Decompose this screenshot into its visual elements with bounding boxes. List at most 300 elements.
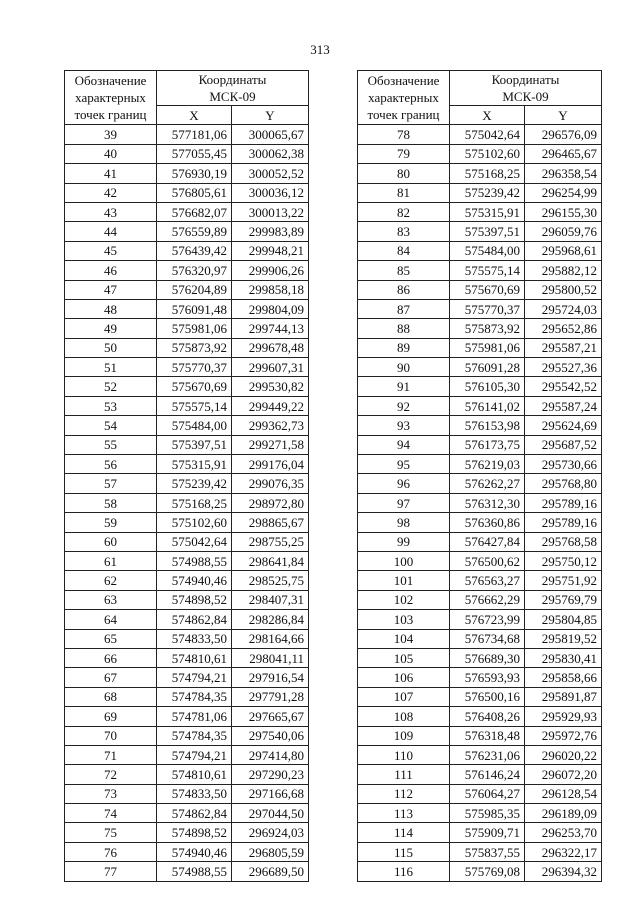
y-coordinate: 297044,50 — [232, 804, 309, 823]
table-row — [358, 183, 602, 202]
x-coordinate: 575168,25 — [157, 493, 232, 512]
table-row — [65, 648, 309, 667]
point-number: 51 — [65, 358, 157, 377]
y-coordinate: 299607,31 — [232, 358, 309, 377]
table-body-left — [65, 71, 309, 882]
y-coordinate: 298865,67 — [232, 513, 309, 532]
x-coordinate: 575042,64 — [157, 532, 232, 551]
y-coordinate: 295768,58 — [525, 532, 602, 551]
point-number: 60 — [65, 532, 157, 551]
point-number: 103 — [358, 610, 450, 629]
table-row — [65, 435, 309, 454]
table-row — [358, 629, 602, 648]
y-coordinate: 299362,73 — [232, 416, 309, 435]
table-row — [65, 551, 309, 570]
y-coordinate: 296358,54 — [525, 164, 602, 183]
point-number: 59 — [65, 513, 157, 532]
coordinates-table-left — [64, 70, 309, 882]
x-coordinate: 574988,55 — [157, 862, 232, 881]
table-row — [358, 571, 602, 590]
table-row — [65, 745, 309, 764]
x-coordinate: 575239,42 — [450, 183, 525, 202]
x-coordinate: 575168,25 — [450, 164, 525, 183]
point-number: 102 — [358, 590, 450, 609]
x-coordinate: 575873,92 — [450, 319, 525, 338]
point-number: 108 — [358, 707, 450, 726]
x-coordinate: 575315,91 — [157, 455, 232, 474]
coordinate-system: МСК-09 — [209, 89, 256, 104]
point-label-line3: точек границ — [367, 107, 440, 123]
table-row — [65, 144, 309, 163]
point-number: 70 — [65, 726, 157, 745]
x-coordinate: 575484,00 — [157, 416, 232, 435]
x-coordinate: 575397,51 — [157, 435, 232, 454]
y-coordinate: 295527,36 — [525, 358, 602, 377]
y-coordinate: 295804,85 — [525, 610, 602, 629]
x-coordinate: 576662,29 — [450, 590, 525, 609]
point-number: 75 — [65, 823, 157, 842]
point-number: 78 — [358, 125, 450, 144]
y-coordinate: 300036,12 — [232, 183, 309, 202]
y-coordinate: 299076,35 — [232, 474, 309, 493]
x-coordinate: 575769,08 — [450, 862, 525, 881]
y-coordinate: 295769,79 — [525, 590, 602, 609]
x-coordinate: 576500,62 — [450, 551, 525, 570]
table-row — [358, 396, 602, 415]
point-number: 45 — [65, 241, 157, 260]
point-number: 106 — [358, 668, 450, 687]
y-coordinate: 295542,52 — [525, 377, 602, 396]
table-row — [65, 202, 309, 221]
coordinates-header — [450, 71, 602, 106]
table-row — [65, 377, 309, 396]
x-coordinate: 576318,48 — [450, 726, 525, 745]
point-number: 98 — [358, 513, 450, 532]
x-coordinate: 576734,68 — [450, 629, 525, 648]
table-row — [65, 532, 309, 551]
table-row — [358, 862, 602, 881]
table-row — [358, 610, 602, 629]
coordinates-table-right — [357, 70, 602, 882]
y-coordinate: 295751,92 — [525, 571, 602, 590]
table-row — [65, 416, 309, 435]
point-number: 68 — [65, 687, 157, 706]
point-label-line2: характерных — [75, 90, 146, 106]
point-number: 66 — [65, 648, 157, 667]
y-coordinate: 296465,67 — [525, 144, 602, 163]
table-row — [358, 319, 602, 338]
y-coordinate: 300052,52 — [232, 164, 309, 183]
point-number: 46 — [65, 261, 157, 280]
x-coordinate: 576930,19 — [157, 164, 232, 183]
point-label-header — [65, 71, 157, 125]
point-number: 82 — [358, 202, 450, 221]
table-row — [65, 164, 309, 183]
y-coordinate: 296394,32 — [525, 862, 602, 881]
x-coordinate: 575484,00 — [450, 241, 525, 260]
table-row — [358, 532, 602, 551]
table-row — [358, 455, 602, 474]
x-coordinate: 574794,21 — [157, 668, 232, 687]
x-coordinate: 574862,84 — [157, 610, 232, 629]
point-number: 48 — [65, 299, 157, 318]
table-row — [65, 610, 309, 629]
y-coordinate: 295768,80 — [525, 474, 602, 493]
table-row — [358, 590, 602, 609]
x-coordinate: 576563,27 — [450, 571, 525, 590]
point-number: 90 — [358, 358, 450, 377]
table-row — [65, 765, 309, 784]
point-number: 67 — [65, 668, 157, 687]
point-label-line2: характерных — [368, 90, 439, 106]
table-row — [358, 202, 602, 221]
table-row — [65, 668, 309, 687]
y-coordinate: 299804,09 — [232, 299, 309, 318]
x-coordinate: 574988,55 — [157, 551, 232, 570]
x-coordinate: 574940,46 — [157, 842, 232, 861]
table-row — [358, 222, 602, 241]
y-coordinate: 295819,52 — [525, 629, 602, 648]
x-coordinate: 576559,89 — [157, 222, 232, 241]
x-coordinate: 574794,21 — [157, 745, 232, 764]
y-coordinate: 295891,87 — [525, 687, 602, 706]
y-coordinate: 298164,66 — [232, 629, 309, 648]
table-row — [358, 416, 602, 435]
y-coordinate: 299271,58 — [232, 435, 309, 454]
y-coordinate: 296322,17 — [525, 842, 602, 861]
x-coordinate: 575397,51 — [450, 222, 525, 241]
y-coordinate: 297916,54 — [232, 668, 309, 687]
point-number: 49 — [65, 319, 157, 338]
coordinates-title: Координаты — [198, 72, 267, 87]
x-coordinate: 575315,91 — [450, 202, 525, 221]
table-row — [358, 823, 602, 842]
point-number: 76 — [65, 842, 157, 861]
point-number: 55 — [65, 435, 157, 454]
point-number: 85 — [358, 261, 450, 280]
y-coordinate: 299678,48 — [232, 338, 309, 357]
point-number: 52 — [65, 377, 157, 396]
x-coordinate: 575575,14 — [157, 396, 232, 415]
point-number: 101 — [358, 571, 450, 590]
y-coordinate: 299983,89 — [232, 222, 309, 241]
y-coordinate: 296254,99 — [525, 183, 602, 202]
table-row — [358, 765, 602, 784]
table-row — [65, 338, 309, 357]
x-coordinate: 574781,06 — [157, 707, 232, 726]
table-row — [65, 125, 309, 144]
point-number: 61 — [65, 551, 157, 570]
table-row — [358, 726, 602, 745]
y-coordinate: 300013,22 — [232, 202, 309, 221]
y-coordinate: 299948,21 — [232, 241, 309, 260]
y-coordinate: 295730,66 — [525, 455, 602, 474]
x-coordinate: 576141,02 — [450, 396, 525, 415]
y-coordinate: 296072,20 — [525, 765, 602, 784]
y-coordinate: 298041,11 — [232, 648, 309, 667]
y-coordinate: 299176,04 — [232, 455, 309, 474]
x-coordinate: 576723,99 — [450, 610, 525, 629]
table-row — [358, 338, 602, 357]
y-coordinate: 300065,67 — [232, 125, 309, 144]
x-coordinate: 574833,50 — [157, 784, 232, 803]
y-coordinate: 296253,70 — [525, 823, 602, 842]
y-coordinate: 295624,69 — [525, 416, 602, 435]
x-coordinate: 574810,61 — [157, 648, 232, 667]
y-coordinate: 297166,68 — [232, 784, 309, 803]
point-number: 74 — [65, 804, 157, 823]
point-number: 94 — [358, 435, 450, 454]
x-coordinate: 575837,55 — [450, 842, 525, 861]
x-coordinate: 575102,60 — [450, 144, 525, 163]
x-coordinate: 575770,37 — [157, 358, 232, 377]
x-coordinate: 575042,64 — [450, 125, 525, 144]
point-number: 80 — [358, 164, 450, 183]
table-row — [358, 377, 602, 396]
x-coordinate: 576427,84 — [450, 532, 525, 551]
table-row — [65, 823, 309, 842]
point-number: 73 — [65, 784, 157, 803]
table-row — [65, 261, 309, 280]
x-coordinate: 576682,07 — [157, 202, 232, 221]
table-row — [65, 629, 309, 648]
point-number: 40 — [65, 144, 157, 163]
table-row — [65, 474, 309, 493]
x-coordinate: 576262,27 — [450, 474, 525, 493]
y-coordinate: 295724,03 — [525, 299, 602, 318]
x-coordinate: 577055,45 — [157, 144, 232, 163]
page-number: 313 — [310, 42, 330, 57]
y-coordinate: 297540,06 — [232, 726, 309, 745]
point-label-line3: точек границ — [74, 107, 147, 123]
x-coordinate: 576805,61 — [157, 183, 232, 202]
table-row — [65, 707, 309, 726]
y-coordinate: 296059,76 — [525, 222, 602, 241]
table-row — [358, 668, 602, 687]
table-row — [358, 299, 602, 318]
table-row — [358, 241, 602, 260]
x-coordinate: 575670,69 — [450, 280, 525, 299]
point-number: 104 — [358, 629, 450, 648]
x-coordinate: 574862,84 — [157, 804, 232, 823]
point-number: 71 — [65, 745, 157, 764]
y-coordinate: 295882,12 — [525, 261, 602, 280]
x-coordinate: 576689,30 — [450, 648, 525, 667]
y-coordinate: 298641,84 — [232, 551, 309, 570]
table-row — [358, 687, 602, 706]
point-number: 77 — [65, 862, 157, 881]
y-coordinate: 297290,23 — [232, 765, 309, 784]
point-number: 111 — [358, 765, 450, 784]
x-coordinate: 574784,35 — [157, 687, 232, 706]
table-row — [358, 358, 602, 377]
point-number: 92 — [358, 396, 450, 415]
point-number: 39 — [65, 125, 157, 144]
table-row — [65, 493, 309, 512]
y-coordinate: 296924,03 — [232, 823, 309, 842]
point-number: 64 — [65, 610, 157, 629]
point-number: 63 — [65, 590, 157, 609]
y-coordinate: 299530,82 — [232, 377, 309, 396]
table-row — [358, 280, 602, 299]
y-coordinate: 295789,16 — [525, 513, 602, 532]
table-row — [358, 125, 602, 144]
x-coordinate: 575670,69 — [157, 377, 232, 396]
x-coordinate: 574833,50 — [157, 629, 232, 648]
point-number: 113 — [358, 804, 450, 823]
y-coordinate: 295972,76 — [525, 726, 602, 745]
point-number: 44 — [65, 222, 157, 241]
table-row — [65, 804, 309, 823]
table-row — [65, 590, 309, 609]
table-row — [65, 571, 309, 590]
point-number: 88 — [358, 319, 450, 338]
table-row — [358, 842, 602, 861]
x-coordinate: 576360,86 — [450, 513, 525, 532]
point-number: 115 — [358, 842, 450, 861]
table-row — [358, 784, 602, 803]
y-coordinate: 296576,09 — [525, 125, 602, 144]
y-coordinate: 295587,21 — [525, 338, 602, 357]
x-coordinate: 576091,48 — [157, 299, 232, 318]
y-coordinate: 295968,61 — [525, 241, 602, 260]
y-coordinate: 299858,18 — [232, 280, 309, 299]
coordinates-header — [157, 71, 309, 106]
point-number: 107 — [358, 687, 450, 706]
y-coordinate: 295929,93 — [525, 707, 602, 726]
x-coordinate: 575909,71 — [450, 823, 525, 842]
point-number: 43 — [65, 202, 157, 221]
table-row — [65, 241, 309, 260]
table-row — [358, 804, 602, 823]
y-coordinate: 295750,12 — [525, 551, 602, 570]
x-coordinate: 576204,89 — [157, 280, 232, 299]
table-row — [358, 144, 602, 163]
y-coordinate: 300062,38 — [232, 144, 309, 163]
y-coordinate: 297791,28 — [232, 687, 309, 706]
point-number: 41 — [65, 164, 157, 183]
table-row — [65, 726, 309, 745]
table-row — [358, 474, 602, 493]
table-row — [65, 358, 309, 377]
point-number: 96 — [358, 474, 450, 493]
point-number: 84 — [358, 241, 450, 260]
table-row — [65, 513, 309, 532]
point-number: 53 — [65, 396, 157, 415]
x-coordinate: 576500,16 — [450, 687, 525, 706]
point-number: 72 — [65, 765, 157, 784]
table-row — [358, 493, 602, 512]
x-coordinate: 576312,30 — [450, 493, 525, 512]
x-coordinate: 574940,46 — [157, 571, 232, 590]
x-coordinate: 574898,52 — [157, 823, 232, 842]
point-label-line1: Обозначение — [367, 73, 440, 89]
table-row — [65, 222, 309, 241]
point-number: 86 — [358, 280, 450, 299]
x-coordinate: 575102,60 — [157, 513, 232, 532]
coordinate-system: МСК-09 — [502, 89, 549, 104]
x-coordinate: 576153,98 — [450, 416, 525, 435]
y-coordinate: 298407,31 — [232, 590, 309, 609]
y-coordinate: 298972,80 — [232, 493, 309, 512]
point-number: 54 — [65, 416, 157, 435]
y-coordinate: 298286,84 — [232, 610, 309, 629]
y-column-header: Y — [232, 106, 309, 125]
x-coordinate: 574898,52 — [157, 590, 232, 609]
x-coordinate: 576173,75 — [450, 435, 525, 454]
x-coordinate: 574784,35 — [157, 726, 232, 745]
x-coordinate: 576091,28 — [450, 358, 525, 377]
table-row — [65, 183, 309, 202]
y-coordinate: 295652,86 — [525, 319, 602, 338]
table-row — [358, 551, 602, 570]
x-coordinate: 575239,42 — [157, 474, 232, 493]
point-number: 50 — [65, 338, 157, 357]
point-number: 87 — [358, 299, 450, 318]
table-row — [65, 280, 309, 299]
y-coordinate: 295800,52 — [525, 280, 602, 299]
y-coordinate: 295587,24 — [525, 396, 602, 415]
y-coordinate: 299906,26 — [232, 261, 309, 280]
point-number: 56 — [65, 455, 157, 474]
point-number: 42 — [65, 183, 157, 202]
y-coordinate: 299449,22 — [232, 396, 309, 415]
point-number: 62 — [65, 571, 157, 590]
x-coordinate: 575981,06 — [450, 338, 525, 357]
y-coordinate: 297414,80 — [232, 745, 309, 764]
x-coordinate: 576105,30 — [450, 377, 525, 396]
point-number: 93 — [358, 416, 450, 435]
point-label-header — [358, 71, 450, 125]
table-row — [65, 862, 309, 881]
x-coordinate: 575770,37 — [450, 299, 525, 318]
point-number: 116 — [358, 862, 450, 881]
point-number: 58 — [65, 493, 157, 512]
x-coordinate: 576593,93 — [450, 668, 525, 687]
table-row — [358, 164, 602, 183]
table-row — [65, 784, 309, 803]
x-coordinate: 576064,27 — [450, 784, 525, 803]
point-number: 65 — [65, 629, 157, 648]
point-number: 91 — [358, 377, 450, 396]
point-number: 100 — [358, 551, 450, 570]
x-coordinate: 575981,06 — [157, 319, 232, 338]
y-coordinate: 296805,59 — [232, 842, 309, 861]
x-coordinate: 575575,14 — [450, 261, 525, 280]
table-row — [358, 435, 602, 454]
y-coordinate: 297665,67 — [232, 707, 309, 726]
x-coordinate: 576219,03 — [450, 455, 525, 474]
point-number: 97 — [358, 493, 450, 512]
y-coordinate: 295858,66 — [525, 668, 602, 687]
y-coordinate: 295687,52 — [525, 435, 602, 454]
table-row — [358, 261, 602, 280]
point-number: 114 — [358, 823, 450, 842]
coordinates-title: Координаты — [491, 72, 560, 87]
y-coordinate: 296689,50 — [232, 862, 309, 881]
x-column-header: X — [450, 106, 525, 125]
x-coordinate: 575985,35 — [450, 804, 525, 823]
point-number: 89 — [358, 338, 450, 357]
y-column-header: Y — [525, 106, 602, 125]
table-row — [358, 513, 602, 532]
y-coordinate: 298755,25 — [232, 532, 309, 551]
table-row — [358, 745, 602, 764]
x-coordinate: 576320,97 — [157, 261, 232, 280]
point-label-line1: Обозначение — [74, 73, 147, 89]
x-coordinate: 576231,06 — [450, 745, 525, 764]
point-number: 57 — [65, 474, 157, 493]
